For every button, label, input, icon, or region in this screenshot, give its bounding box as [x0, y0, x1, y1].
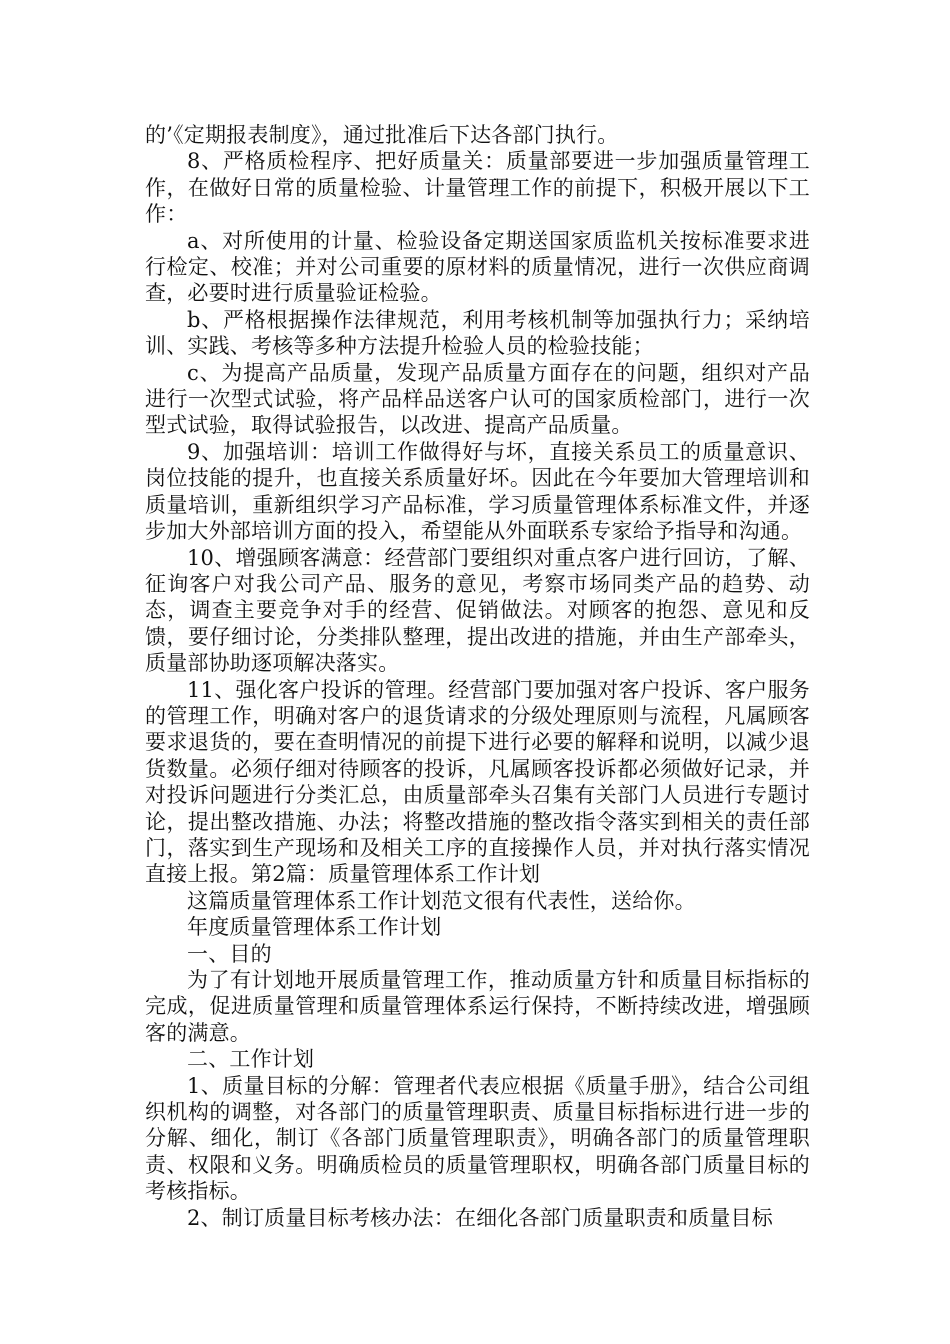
paragraph: 11、强化客户投诉的管理。经营部门要加强对客户投诉、客户服务的管理工作，明确对客户的退货请求的分级处理原则与流程，凡属顾客要求退货的，要在查明情况的前提下进行必要的解释和说明，以减少退货数量。必须仔细对待顾客的投诉，凡属顾客投诉都必须做好记录，并对投诉问题进行分类汇总，由质量部牵头召集有关部门人员进行专题讨论，提出整改措施、办法；将整改措施的整改指令落实到相关的责任部门，落实到生产现场和及相关工序的直接操作人员，并对执行落实情况直接上报。第2篇：质量管理体系工作计划: [145, 677, 810, 887]
paragraph: a、对所使用的计量、检验设备定期送国家质监机关按标准要求进行检定、校准；并对公司重要的原材料的质量情况，进行一次供应商调查，必要时进行质量验证检验。: [145, 228, 810, 306]
paragraph: 二、工作计划: [187, 1047, 315, 1072]
paragraph: 1、质量目标的分解：管理者代表应根据《质量手册》，结合公司组织机构的调整，对各部门的质量管理职责、质量目标指标进行进一步的分解、细化，制订《各部门质量管理职责》，明确各部门的质量管理职责、权限和义务。明确质检员的质量管理职权，明确各部门质量目标的考核指标。: [145, 1073, 810, 1204]
paragraph: 为了有计划地开展质量管理工作，推动质量方针和质量目标指标的完成，促进质量管理和质量管理体系运行保持，不断持续改进，增强顾客的满意。: [145, 968, 810, 1045]
paragraph: 8、严格质检程序、把好质量关：质量部要进一步加强质量管理工作，在做好日常的质量检验、计量管理工作的前提下，积极开展以下工作：: [145, 149, 810, 227]
document-body: [145, 122, 810, 1231]
paragraph: 这篇质量管理体系工作计划范文很有代表性，送给你。: [187, 888, 696, 913]
paragraph: b、严格根据操作法律规范，利用考核机制等加强执行力；采纳培训、实践、考核等多种方法提升检验人员的检验技能；: [145, 307, 810, 359]
paragraph: 一、目的: [187, 941, 272, 966]
paragraph: 9、加强培训：培训工作做得好与坏，直接关系员工的质量意识、岗位技能的提升，也直接关系质量好坏。因此在今年要加大管理培训和质量培训，重新组织学习产品标准，学习质量管理体系标准文件，并逐步加大外部培训方面的投入，希望能从外面联系专家给予指导和沟通。: [145, 439, 810, 544]
paragraph: 年度质量管理体系工作计划: [187, 915, 442, 940]
paragraph: 10、增强顾客满意：经营部门要组织对重点客户进行回访，了解、征询客户对我公司产品、服务的意见，考察市场同类产品的趋势、动态，调查主要竞争对手的经营、促销做法。对顾客的抱怨、意见和反馈，要仔细讨论，分类排队整理，提出改进的措施，并由生产部牵头，质量部协助逐项解决落实。: [145, 545, 810, 676]
paragraph: 的’《定期报表制度》，通过批准后下达各部门执行。: [145, 123, 619, 147]
paragraph: c、为提高产品质量，发现产品质量方面存在的问题，组织对产品进行一次型式试验，将产品样品送客户认可的国家质检部门，进行一次型式试验，取得试验报告，以改进、提高产品质量。: [145, 360, 810, 438]
paragraph: 2、制订质量目标考核办法：在细化各部门质量职责和质量目标: [187, 1205, 773, 1230]
